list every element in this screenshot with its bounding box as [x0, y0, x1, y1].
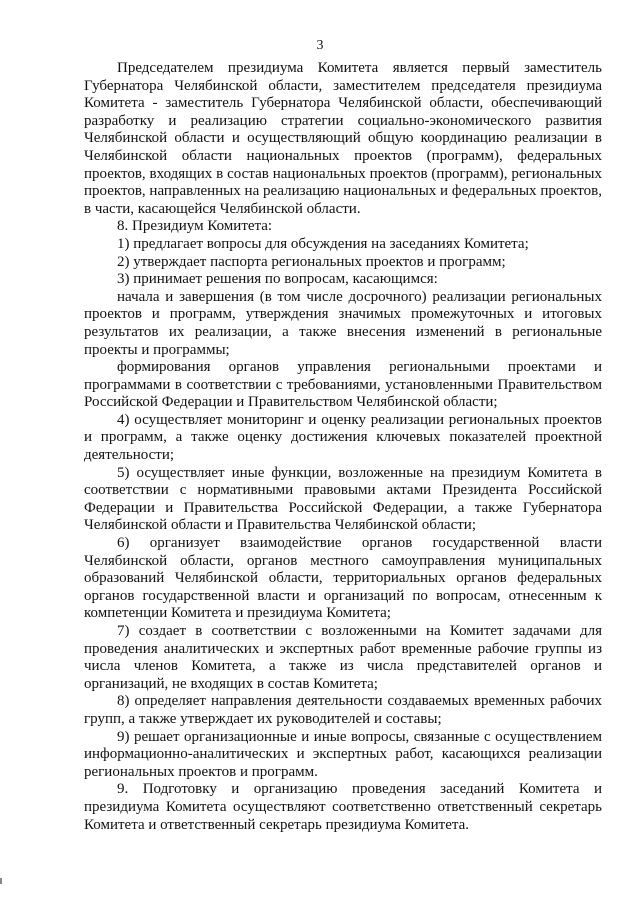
paragraph-presidium-chair: Председателем президиума Комитета является первый заместитель Губернатора Челябинской области, заместителем председателя президиума Комитета - заместитель Губернатора Челябинской области, обеспечивающий разработку и реализацию стратегии социально-экономического развития Челябинской области и осуществляющий общую координацию реализации в Челябинской области национальных проектов (программ), федеральных проектов, входящих в состав национальных проектов (программ), региональных проектов, направленных на реализацию национальных и федеральных проектов, в части, касающейся Челябинской области.	[84, 60, 602, 217]
paragraph-item-8-heading: 8. Президиум Комитета:	[117, 218, 273, 235]
paragraph-subitem-3: 3) принимает решения по вопросам, касающимся:	[117, 271, 438, 288]
paragraph-subitem-8: 8) определяет направления деятельности создаваемых временных рабочих групп, а также утверждает их руководителей и составы;	[84, 693, 602, 727]
document-body	[84, 60, 602, 834]
paragraph-subitem-6: 6) организует взаимодействие органов государственной власти Челябинской области, органов местного самоуправления муниципальных образований Челябинской области, территориальных органов федеральных органов государственной власти и организаций по вопросам, отнесенным к компетенции Комитета и президиума Комитета;	[84, 535, 602, 622]
paragraph-subitem-5: 5) осуществляет иные функции, возложенные на президиум Комитета в соответствии с нормативными правовыми актами Президента Российской Федерации и Правительства Российской Федерации, а также Губернатора Челябинской области и Правительства Челябинской области;	[84, 464, 602, 534]
paragraph-item-9: 9. Подготовку и организацию проведения заседаний Комитета и президиума Комитета осуществляют соответственно ответственный секретарь Комитета и ответственный секретарь президиума Комитета.	[84, 781, 602, 833]
paragraph-subitem-2: 2) утверждает паспорта региональных проектов и программ;	[117, 253, 506, 270]
paragraph-subitem-7: 7) создает в соответствии с возложенными на Комитет задачами для проведения аналитических и экспертных работ временные рабочие группы из числа членов Комитета, а также из числа представителей органов и организаций, не входящих в состав Комитета;	[84, 623, 602, 692]
scan-edge-mark	[0, 878, 2, 884]
paragraph-subitem-4: 4) осуществляет мониторинг и оценку реализации региональных проектов и программ, а также оценку достижения ключевых показателей проектной деятельности;	[84, 411, 602, 464]
page-number: 3	[316, 38, 324, 53]
paragraph-subitem-3-formation: формирования органов управления региональными проектами и программами в соответствии с требованиями, установленными Правительством Российской Федерации и Правительством Челябинской области;	[84, 359, 602, 411]
paragraph-subitem-9: 9) решает организационные и иные вопросы, связанные с осуществлением информационно-аналитических и экспертных работ, касающихся реализации региональных проектов и программ.	[84, 728, 602, 780]
paragraph-subitem-1: 1) предлагает вопросы для обсуждения на заседаниях Комитета;	[117, 235, 529, 252]
paragraph-subitem-3-start-end: начала и завершения (в том числе досрочного) реализации региональных проектов и программ, утверждения значимых промежуточных и итоговых результатов их реализации, а также внесения изменений в региональные проекты и программы;	[84, 288, 602, 358]
